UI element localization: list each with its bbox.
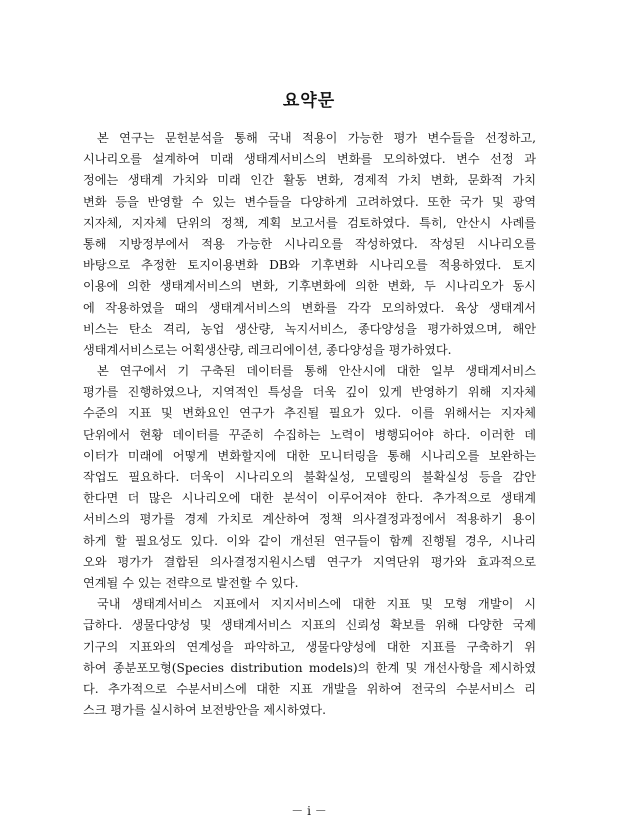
text-line: 평가를 진행하였으나, 지역적인 특성을 더욱 깊이 있게 반영하기 위해 지자체 [83,385,536,400]
text-line: 본 연구는 문헌분석을 통해 국내 적용이 가능한 평가 변수들을 선정하고, [97,131,536,145]
text-line: 연계될 수 있는 전략으로 발전할 수 있다. [83,575,299,590]
text-line: 시나리오를 설계하여 미래 생태계서비스의 변화를 모의하였다. 변수 선정 과 [83,152,536,167]
text-line: 하게 할 필요성도 있다. 이와 같이 개선된 연구들이 함께 진행될 경우, 시나리 [83,533,536,548]
text-line: 생태계서비스로는 어획생산량, 레크리에이션, 종다양성을 평가하였다. [83,342,452,357]
page-title: 요약문 [282,91,336,111]
summary-body [83,128,536,721]
text-line: 급하다. 생물다양성 및 생태계서비스 지표의 신뢰성 확보를 위해 다양한 국제 [83,618,536,633]
text-line: 지자체, 지자체 단위의 정책, 계획 보고서를 검토하였다. 특히, 안산시 사례를 [83,215,536,230]
text-line: 본 연구에서 기 구축된 데이터를 통해 안산시에 대한 일부 생태계서비스 [97,364,536,379]
text-line: 오와 평가가 결합된 의사결정지원시스템 연구가 지역단위 평가와 효과적으로 [83,554,536,569]
text-line: 변화 등을 반영할 수 있는 변수들을 다양하게 고려하였다. 또한 국가 및 광역 [83,194,536,209]
text-line: 작업도 필요하다. 더욱이 시나리오의 불확실성, 모델링의 불확실성 등을 감안 [83,470,536,484]
text-line: 국내 생태계서비스 지표에서 지지서비스에 대한 지표 및 모형 개발이 시 [97,597,536,612]
text-line: 바탕으로 추정한 토지이용변화 DB와 기후변화 시나리오를 적용하였다. 토지 [83,258,536,273]
text-line: 이터가 미래에 어떻게 변화할지에 대한 모니터링을 통해 시나리오를 보완하는 [83,448,536,463]
text-line: 스크 평가를 실시하여 보전방안을 제시하였다. [83,703,327,718]
text-line: 통해 지방정부에서 적용 가능한 시나리오를 작성하였다. 작성된 시나리오를 [83,236,536,251]
paragraph-2 [83,361,536,594]
text-line: 단위에서 현황 데이터를 꾸준히 수집하는 노력이 병행되어야 하다. 이러한 데 [83,427,536,442]
text-line: 비스는 탄소 격리, 농업 생산량, 녹지서비스, 종다양성을 평가하였으며, 해안 [83,321,536,336]
text-line: 에 작용하였을 때의 생태계서비스의 변화를 각각 모의하였다. 육상 생태계서 [83,300,536,315]
text-line: 한다면 더 많은 시나리오에 대한 분석이 이루어져야 한다. 추가적으로 생태계 [83,491,536,506]
text-line: 다. 추가적으로 수분서비스에 대한 지표 개발을 위하여 전국의 수분서비스 리 [83,681,536,696]
text-line: 기구의 지표와의 연계성을 파악하고, 생물다양성에 대한 지표를 구축하기 위 [83,639,536,654]
text-line: 이용에 의한 생태계서비스의 변화, 기후변화에 의한 변화, 두 시나리오가 동시 [83,279,536,294]
text-line: 수준의 지표 및 변화요인 연구가 추진될 필요가 있다. 이를 위해서는 지자체 [83,406,536,421]
paragraph-3 [83,594,536,721]
text-line: 서비스의 평가를 경제 가치로 계산하여 정책 의사결정과정에서 적용하기 용이 [83,512,536,527]
page-number: － i － [291,804,327,818]
text-line: 정에는 생태계 가치와 미래 인간 활동 변화, 경제적 가치 변화, 문화적 가치 [83,173,536,188]
text-line: 하여 종분포모형(Species distribution models)의 한계 및 개선사항을 제시하였 [83,660,536,675]
paragraph-1 [83,128,536,361]
